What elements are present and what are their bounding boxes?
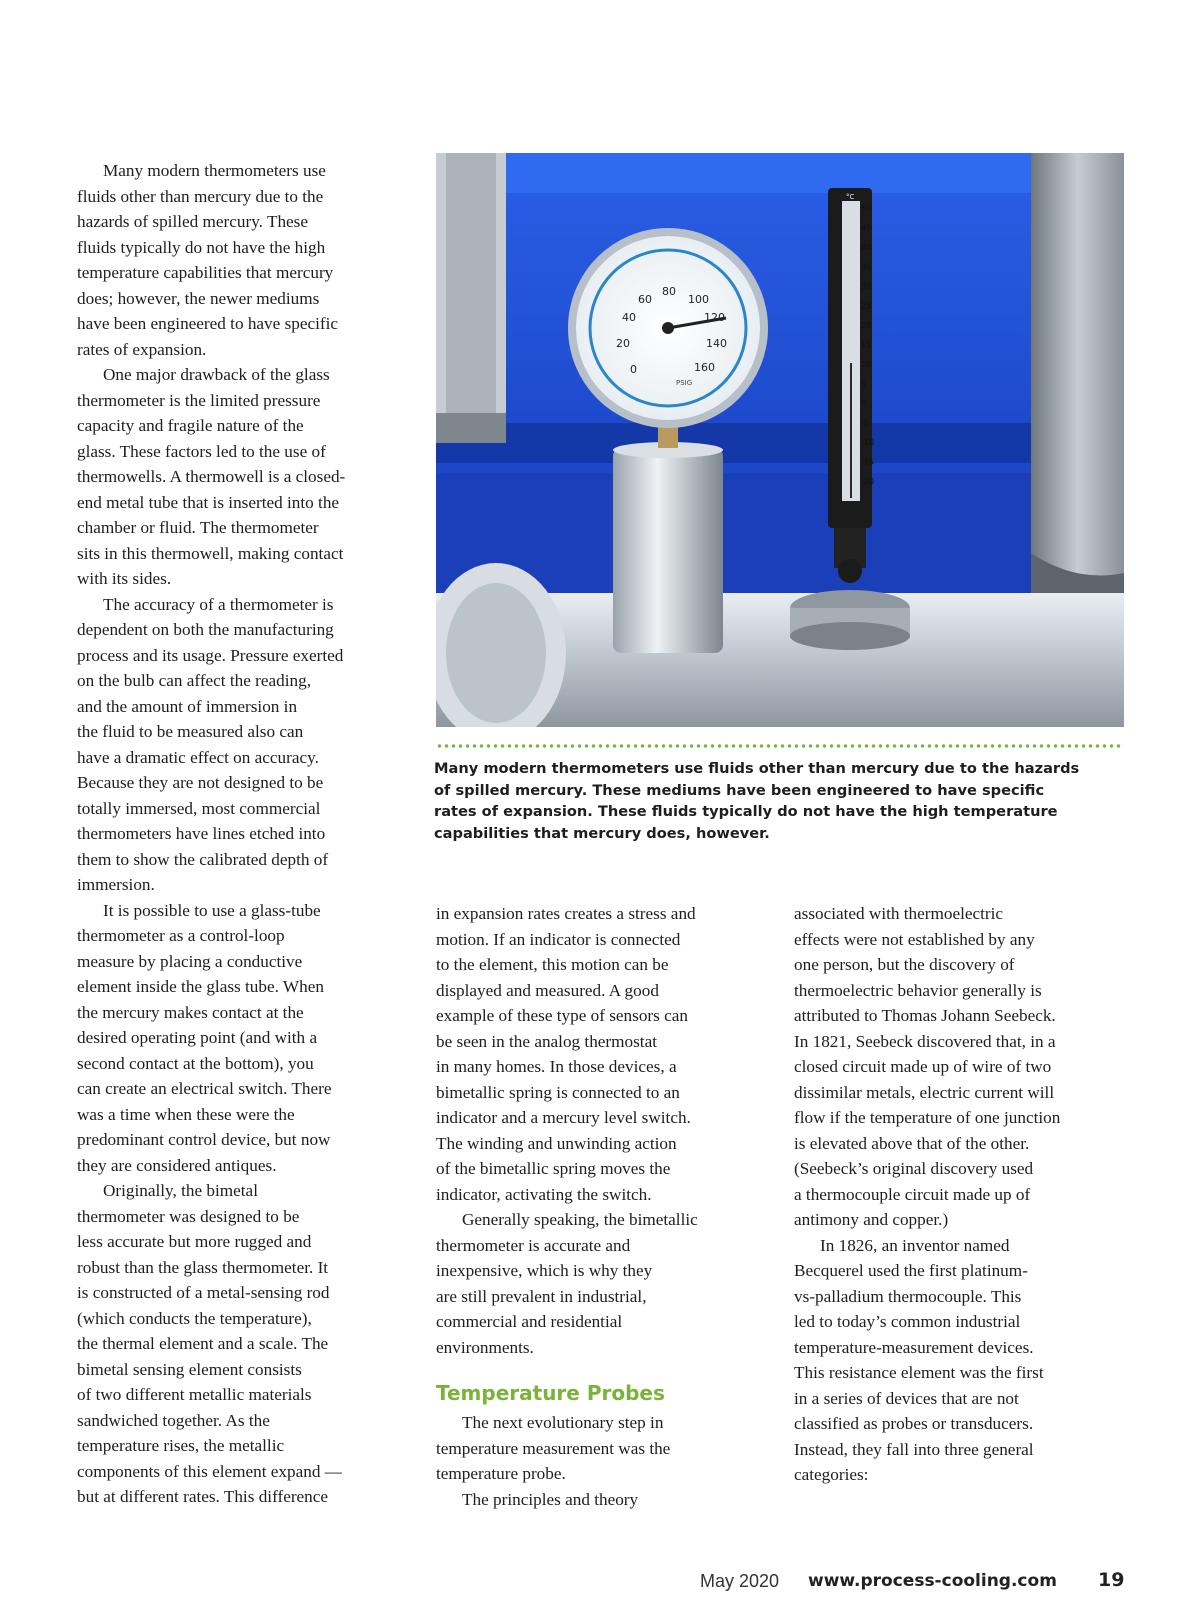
article-column-1 bbox=[77, 158, 412, 1510]
paragraph: associated with thermoelectric effects were not established by any one person, but the discovery of thermoelectric behavior generally is attributed to Thomas Johann Seebeck. In 1821, Seebeck discovered that, in a closed circuit made up of wire of two dissimilar metals, electric current will flow if the temperature of one junction is elevated above that of the other. (Seebeck’s original discovery used a thermocouple circuit made up of antimony and copper.) bbox=[794, 904, 1061, 1229]
paragraph: One major drawback of the glass thermometer is the limited pressure capacity and fragile nature of the glass. These factors led to the use of thermowells. A thermowell is a closed- end metal tube that is inserted into the chamber or fluid. The thermometer sits in this thermowell, making contact with its sides. bbox=[77, 365, 346, 588]
paragraph: Generally speaking, the bimetallic thermometer is accurate and inexpensive, which is why they are still prevalent in industrial, commercial and residential environments. bbox=[436, 1210, 698, 1357]
thermo-unit: °C bbox=[846, 193, 855, 201]
thermo-scale-label: 0 bbox=[861, 399, 867, 408]
paragraph: The next evolutionary step in temperature measurement was the temperature probe. bbox=[436, 1413, 671, 1483]
thermometer-photo bbox=[436, 153, 1124, 727]
section-heading: Temperature Probes bbox=[436, 1381, 665, 1405]
gauge-label-160: 160 bbox=[694, 361, 715, 374]
thermo-scale-label: -10 bbox=[861, 438, 875, 447]
gauge-label-20: 20 bbox=[616, 337, 630, 350]
article-column-3 bbox=[794, 901, 1134, 1488]
gauge-label-60: 60 bbox=[638, 293, 652, 306]
gauge-label-120: 120 bbox=[704, 311, 725, 324]
thermo-scale-label: -15 bbox=[861, 457, 875, 467]
thermo-scale-label: 45 bbox=[861, 223, 872, 233]
thermo-scale-label: 5 bbox=[861, 379, 867, 389]
gauge-label-40: 40 bbox=[622, 311, 636, 324]
paragraph: It is possible to use a glass-tube thermometer as a control-loop measure by placing a conductive element inside the glass tube. When the mercury makes contact at the desired operating point (and with a second contact at the bottom), you can create an electrical switch. There was a time when these were the predominant control device, but now they are considered antiques. bbox=[77, 900, 332, 1175]
page-number: 19 bbox=[1098, 1569, 1125, 1591]
gauge-label-140: 140 bbox=[706, 337, 727, 350]
thermo-scale-label: 40 bbox=[861, 243, 872, 252]
gauge-unit: PSIG bbox=[676, 379, 693, 387]
thermo-scale-label: 10 bbox=[861, 360, 872, 369]
gauge-label-80: 80 bbox=[662, 285, 676, 298]
page-footer bbox=[0, 1571, 1200, 1597]
photo-caption: Many modern thermometers use fluids other than mercury due to the hazards of spilled mercury. These mediums have been engineered to have specific rates of expansion. These fluids typically do not have the high temperature capabilities that mercury does, however. bbox=[434, 760, 1080, 842]
thermo-scale-label: -5 bbox=[861, 418, 869, 428]
caption-divider bbox=[436, 743, 1124, 749]
paragraph: The principles and theory bbox=[462, 1489, 639, 1509]
paragraph: Originally, the bimetal thermometer was designed to be less accurate but more rugged and robust than the glass thermometer. It is constructed of a metal-sensing rod (which conducts the temperature), the thermal element and a scale. The bimetal sensing element consists of two different metallic materials sandwiched together. As the temperature rises, the metallic components of this element expand — but at different rates. This difference bbox=[77, 1181, 342, 1506]
website-url[interactable]: www.process-cooling.com bbox=[808, 1571, 1057, 1591]
article-column-2 bbox=[436, 901, 776, 1512]
thermo-scale-label: 35 bbox=[861, 262, 872, 272]
thermo-scale-label: 25 bbox=[861, 301, 872, 311]
thermo-scale-label: -20 bbox=[861, 477, 875, 486]
thermo-scale-label: 50 bbox=[861, 204, 872, 213]
thermo-scale-label: 15 bbox=[861, 340, 872, 350]
paragraph: in expansion rates creates a stress and motion. If an indicator is connected to the element, this motion can be displayed and measured. A good example of these type of sensors can be seen in the analog thermostat in many homes. In those devices, a bimetallic spring is connected to an indicator and a mercury level switch. The winding and unwinding action of the bimetallic spring moves the indicator, activating the switch. bbox=[436, 904, 696, 1204]
thermo-scale-label: 20 bbox=[861, 321, 872, 330]
gauge-label-0: 0 bbox=[630, 363, 637, 376]
thermo-scale-label: 30 bbox=[861, 282, 872, 291]
paragraph: In 1826, an inventor named Becquerel used the first platinum- vs-palladium thermocouple. This led to today’s common industrial temperature-measurement devices. This resistance element was the first in a series of devices that are not classified as probes or transducers. Instead, they fall into three general categories: bbox=[794, 1235, 1044, 1484]
gauge-label-100: 100 bbox=[688, 293, 709, 306]
paragraph: Many modern thermometers use fluids other than mercury due to the hazards of spilled mercury. These fluids typically do not have the high temperature capabilities that mercury does; however, the newer mediums have been engineered to have specific rates of expansion. bbox=[77, 161, 339, 359]
paragraph: The accuracy of a thermometer is dependent on both the manufacturing process and its usage. Pressure exerted on the bulb can affect the reading, and the amount of immersion in the fluid to be measured also can have a dramatic effect on accuracy. Because they are not designed to be totally immersed, most commercial thermometers have lines etched into them to show the calibrated depth of immersion. bbox=[77, 594, 344, 894]
issue-date: May 2020 bbox=[700, 1571, 780, 1591]
